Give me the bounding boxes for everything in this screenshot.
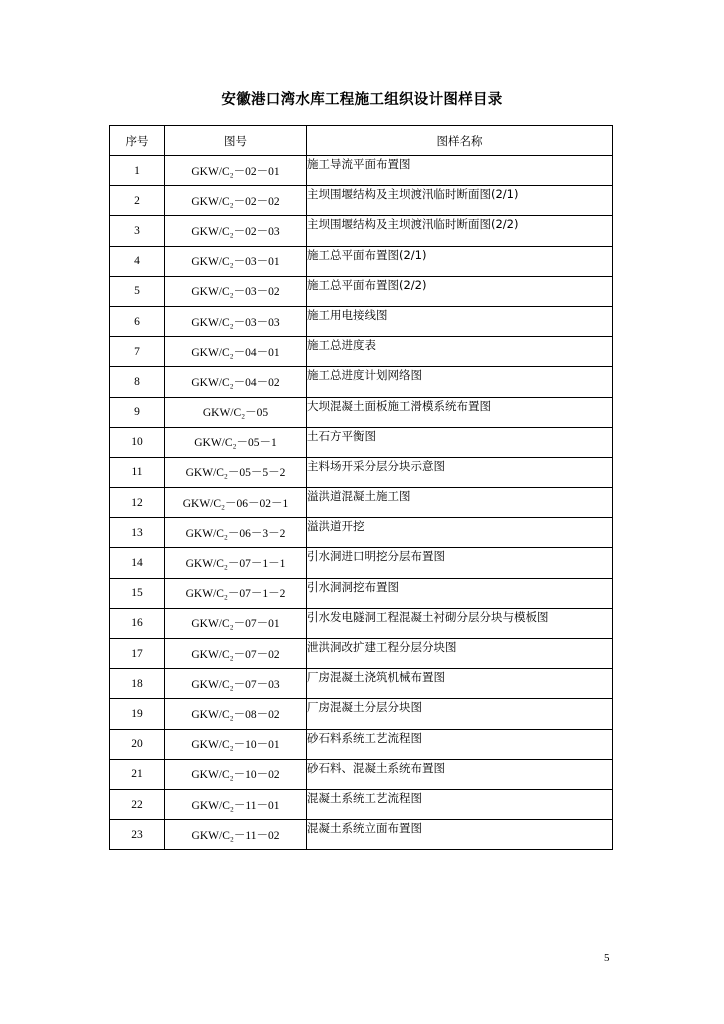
table-row: [110, 729, 613, 759]
table-body: [110, 156, 613, 850]
row-number: 6: [110, 306, 165, 336]
row-number: 22: [110, 789, 165, 819]
table-row: [110, 639, 613, 669]
drawing-name: 施工总进度计划网络图: [307, 367, 613, 397]
drawing-name: 溢洪道混凝土施工图: [307, 488, 613, 518]
drawing-code: GKW/C₂－05: [165, 397, 307, 427]
drawing-name: 引水发电隧洞工程混凝土衬砌分层分块与模板图: [307, 608, 613, 638]
drawing-code: GKW/C₂－03－03: [165, 306, 307, 336]
table-row: [110, 578, 613, 608]
drawing-code: GKW/C₂－08－02: [165, 699, 307, 729]
row-number: 19: [110, 699, 165, 729]
drawing-name: 厂房混凝土分层分块图: [307, 699, 613, 729]
table-row: [110, 156, 613, 186]
table-row: [110, 548, 613, 578]
drawing-code: GKW/C₂－05－1: [165, 427, 307, 457]
row-number: 14: [110, 548, 165, 578]
drawing-name: 施工总进度表: [307, 337, 613, 367]
drawing-code: GKW/C₂－03－02: [165, 276, 307, 306]
row-number: 8: [110, 367, 165, 397]
row-number: 11: [110, 457, 165, 487]
drawing-code: GKW/C₂－05－5－2: [165, 457, 307, 487]
row-number: 21: [110, 759, 165, 789]
row-number: 1: [110, 156, 165, 186]
drawing-name: 施工总平面布置图(2/1): [307, 246, 613, 276]
table-row: [110, 759, 613, 789]
drawing-code: GKW/C₂－06－3－2: [165, 518, 307, 548]
table-row: [110, 789, 613, 819]
table-row: [110, 820, 613, 850]
drawing-name: 混凝土系统工艺流程图: [307, 789, 613, 819]
drawing-code: GKW/C₂－07－03: [165, 669, 307, 699]
header-no: 序号: [110, 126, 165, 156]
table-row: [110, 457, 613, 487]
drawing-code: GKW/C₂－02－03: [165, 216, 307, 246]
drawing-name: 主料场开采分层分块示意图: [307, 457, 613, 487]
row-number: 4: [110, 246, 165, 276]
row-number: 18: [110, 669, 165, 699]
drawing-code: GKW/C₂－04－01: [165, 337, 307, 367]
drawing-name: 土石方平衡图: [307, 427, 613, 457]
drawing-code: GKW/C₂－06－02－1: [165, 488, 307, 518]
drawing-name: 混凝土系统立面布置图: [307, 820, 613, 850]
row-number: 9: [110, 397, 165, 427]
drawing-name: 主坝围堰结构及主坝渡汛临时断面图(2/1): [307, 186, 613, 216]
table-header-row: [110, 126, 613, 156]
row-number: 13: [110, 518, 165, 548]
drawing-code: GKW/C₂－03－01: [165, 246, 307, 276]
drawing-code: GKW/C₂－11－02: [165, 820, 307, 850]
row-number: 23: [110, 820, 165, 850]
drawing-name: 砂石料系统工艺流程图: [307, 729, 613, 759]
drawing-name: 大坝混凝土面板施工滑模系统布置图: [307, 397, 613, 427]
row-number: 2: [110, 186, 165, 216]
drawing-code: GKW/C₂－11－01: [165, 789, 307, 819]
table-row: [110, 669, 613, 699]
drawing-code: GKW/C₂－10－02: [165, 759, 307, 789]
table-row: [110, 488, 613, 518]
table-row: [110, 246, 613, 276]
drawing-code: GKW/C₂－10－01: [165, 729, 307, 759]
table-row: [110, 518, 613, 548]
table-row: [110, 186, 613, 216]
row-number: 20: [110, 729, 165, 759]
row-number: 17: [110, 639, 165, 669]
drawing-name: 溢洪道开挖: [307, 518, 613, 548]
row-number: 5: [110, 276, 165, 306]
drawing-code: GKW/C₂－02－02: [165, 186, 307, 216]
table-row: [110, 699, 613, 729]
drawing-code: GKW/C₂－07－1－2: [165, 578, 307, 608]
document-title: 安徽港口湾水库工程施工组织设计图样目录: [221, 92, 503, 108]
drawing-code: GKW/C₂－04－02: [165, 367, 307, 397]
table-row: [110, 216, 613, 246]
drawing-code: GKW/C₂－07－01: [165, 608, 307, 638]
page-number: 5: [604, 952, 610, 964]
drawing-name: 主坝围堰结构及主坝渡汛临时断面图(2/2): [307, 216, 613, 246]
row-number: 15: [110, 578, 165, 608]
drawing-catalog-table: [109, 125, 613, 850]
table-row: [110, 306, 613, 336]
row-number: 10: [110, 427, 165, 457]
drawing-name: 砂石料、混凝土系统布置图: [307, 759, 613, 789]
row-number: 3: [110, 216, 165, 246]
drawing-name: 泄洪洞改扩建工程分层分块图: [307, 639, 613, 669]
table-row: [110, 608, 613, 638]
drawing-name: 引水洞进口明挖分层布置图: [307, 548, 613, 578]
table-row: [110, 276, 613, 306]
drawing-code: GKW/C₂－07－1－1: [165, 548, 307, 578]
drawing-name: 施工用电接线图: [307, 306, 613, 336]
row-number: 7: [110, 337, 165, 367]
drawing-name: 施工总平面布置图(2/2): [307, 276, 613, 306]
drawing-code: GKW/C₂－07－02: [165, 639, 307, 669]
row-number: 16: [110, 608, 165, 638]
row-number: 12: [110, 488, 165, 518]
drawing-name: 厂房混凝土浇筑机械布置图: [307, 669, 613, 699]
table-row: [110, 427, 613, 457]
table-row: [110, 367, 613, 397]
header-code: 图号: [165, 126, 307, 156]
drawing-name: 施工导流平面布置图: [307, 156, 613, 186]
drawing-code: GKW/C₂－02－01: [165, 156, 307, 186]
header-name: 图样名称: [307, 126, 613, 156]
table-row: [110, 397, 613, 427]
drawing-name: 引水洞洞挖布置图: [307, 578, 613, 608]
table-row: [110, 337, 613, 367]
